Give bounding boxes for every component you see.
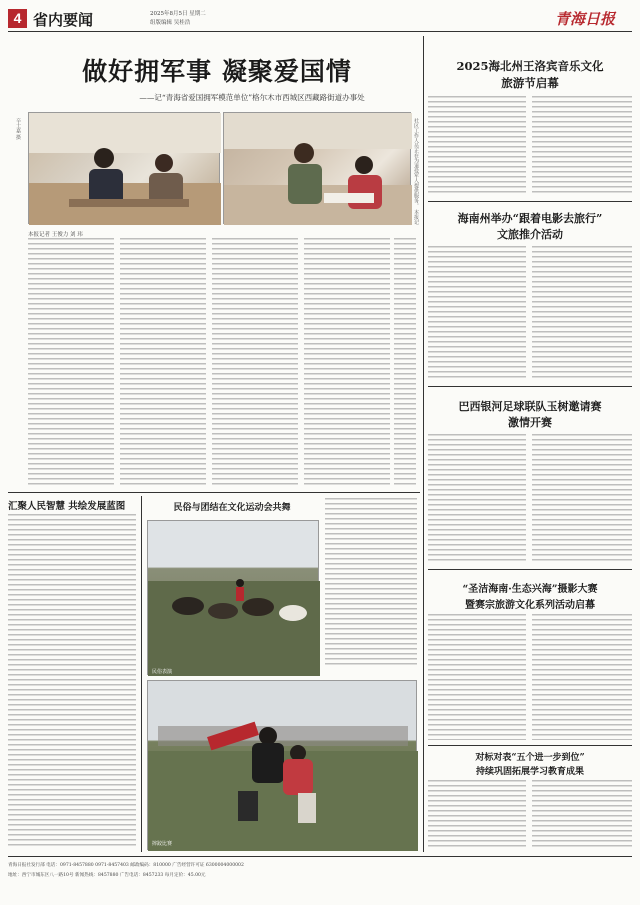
photo-story-title: 民俗与团结在文化运动会共舞 [173, 503, 291, 513]
right-story-1-body-col2 [532, 96, 632, 196]
header-rule [8, 31, 632, 32]
right-story-4-body-col1 [428, 614, 526, 740]
left-column-divider [423, 36, 424, 852]
right-story-1-title-line1: 2025海北州王洛宾音乐文化 [456, 59, 604, 73]
right-story-2-title-line1: 海南州举办“跟着电影去旅行” [457, 212, 603, 225]
newspaper-logo: 青海日报 [555, 10, 616, 28]
left-photo-vertical-caption: 辛士嘉 摄 [15, 118, 21, 140]
bottom-right-story-title-line2: 持续巩固拓展学习教育成果 [475, 767, 584, 777]
mid-left-story-title: 汇聚人民智慧 共绘发展蓝图 [8, 501, 126, 512]
lead-photo-right [223, 112, 411, 224]
lead-story-title: 做好拥军事 凝聚爱国情 [82, 57, 352, 86]
issue-date: 2025年8月5日 星期二 [150, 11, 206, 17]
right-story-2-title-line2: 文旅推介活动 [497, 228, 563, 241]
page-number: 4 [13, 10, 22, 26]
bottom-right-story-body-col2 [532, 780, 632, 850]
photo-story-photo-1-scene [148, 521, 320, 676]
right-story-4-rule [428, 745, 632, 746]
right-story-1-title-line2: 旅游节启幕 [501, 76, 559, 90]
right-story-4-body-col2 [532, 614, 632, 740]
photo-story-photo-2-scene [148, 681, 418, 851]
right-story-3-body-col2 [532, 434, 632, 564]
footer-line-2: 地址：西宁市城东区八一路10号 新闻热线：8457880 广告电话：8457233 每月定价：45.00元 [8, 873, 206, 878]
right-photo-vertical-caption: 社区工作人员正在为退役军人提供服务。 本报记 [413, 118, 419, 225]
photo-story-photo-2 [147, 680, 417, 850]
lead-story-byline: 本报记者 王俊力 刘 玮 [28, 232, 83, 238]
photo-story-body [325, 498, 417, 668]
lead-story-subtitle: ——记“青海省爱国拥军模范单位”格尔木市西城区西藏路街道办事处 [139, 93, 365, 102]
page-number-box [8, 9, 27, 28]
lead-story-body-col3 [212, 238, 298, 486]
photo-story-photo-1 [147, 520, 319, 675]
right-story-3-body-col1 [428, 434, 526, 564]
right-story-4-title-line1: “圣洁海南·生态兴海”摄影大赛 [462, 584, 598, 595]
right-story-3-title-line2: 激情开赛 [508, 416, 552, 429]
right-story-2-body-col2 [532, 246, 632, 380]
lead-photo-right-scene [224, 113, 412, 225]
photo-story-caption-1: 民俗表演 [152, 669, 173, 675]
lead-story-body-col1 [28, 238, 114, 486]
lead-photo-left-scene [29, 113, 221, 225]
right-story-4-title-line2: 暨赛宗旅游文化系列活动启幕 [465, 600, 595, 611]
footer-line-1: 青海日报社发行部 电话：0971-8457880 0971-8457403 邮政编码：810000 广告经营许可证 6300004000002 [8, 863, 244, 868]
mid-left-story-body [8, 514, 136, 848]
lead-story-body-col5 [394, 238, 416, 486]
right-story-1-body-col1 [428, 96, 526, 196]
photo-story-caption-2: 摔跤比赛 [152, 841, 173, 847]
mid-left-divider [141, 496, 142, 852]
right-story-2-body-col1 [428, 246, 526, 380]
section-title: 省内要闻 [33, 12, 94, 29]
lead-photo-left [28, 112, 220, 224]
right-story-3-rule [428, 569, 632, 570]
right-story-1-rule [428, 201, 632, 202]
lead-story-body-col2 [120, 238, 206, 486]
footer-rule [8, 856, 632, 857]
issue-editor: 组版编辑 吴桂浩 [150, 20, 191, 26]
bottom-right-story-body-col1 [428, 780, 526, 850]
right-story-2-rule [428, 386, 632, 387]
lead-bottom-rule [8, 492, 420, 493]
right-story-3-title-line1: 巴西银河足球联队玉树邀请赛 [458, 400, 602, 413]
lead-story-body-col4 [304, 238, 390, 486]
bottom-right-story-title-line1: 对标对表“五个进一步到位” [475, 753, 585, 763]
